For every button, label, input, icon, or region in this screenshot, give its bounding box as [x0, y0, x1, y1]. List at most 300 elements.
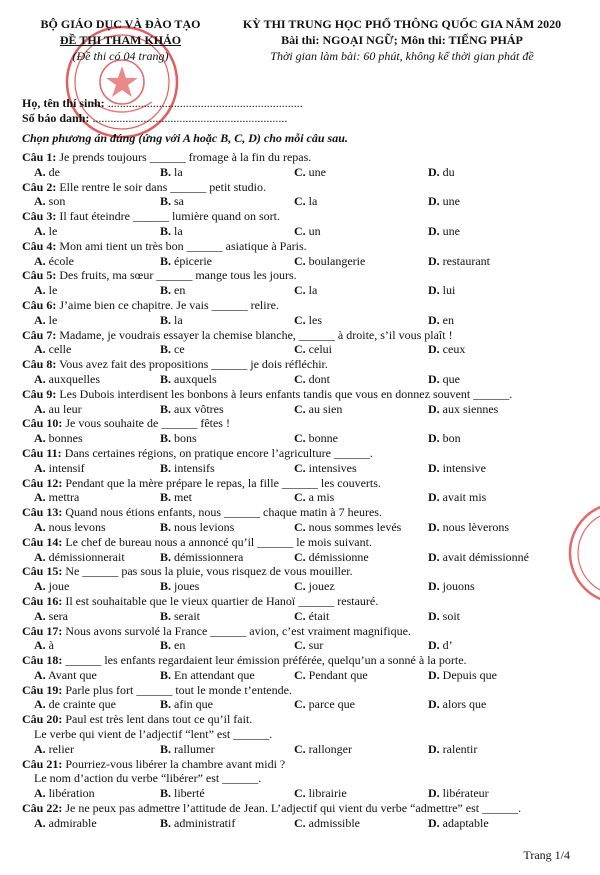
option-text: celui	[308, 342, 332, 357]
answer-option-c[interactable]	[294, 283, 317, 298]
question-item	[22, 535, 582, 565]
question-text: Pendant que la mère prépare le repas, la fille ______ les couverts.	[65, 475, 381, 490]
option-letter: C.	[294, 697, 306, 712]
option-letter: B.	[160, 164, 172, 179]
answer-option-d[interactable]	[428, 786, 489, 801]
option-text: lui	[442, 283, 456, 298]
answer-option-b[interactable]	[160, 816, 235, 831]
option-letter: C.	[294, 342, 306, 357]
option-letter: D.	[428, 460, 440, 475]
option-text: de crainte que	[48, 697, 116, 712]
answer-option-c[interactable]	[294, 402, 342, 417]
option-letter: A.	[34, 608, 46, 623]
answer-option-b[interactable]	[160, 668, 255, 683]
question-item	[22, 328, 582, 358]
option-text: boulangerie	[308, 253, 366, 268]
answer-option-c[interactable]	[294, 165, 326, 180]
answer-option-a[interactable]	[34, 490, 79, 505]
answer-option-c[interactable]	[294, 224, 321, 239]
question-number: Câu 2:	[22, 179, 57, 194]
answer-options	[22, 342, 582, 357]
option-letter: B.	[160, 490, 172, 505]
option-text: bonnes	[48, 431, 83, 446]
option-letter: C.	[294, 312, 306, 327]
question-stem	[22, 209, 582, 224]
question-text: Dans certaines régions, on pratique encore l’agriculture ______.	[64, 445, 373, 460]
option-text: école	[48, 253, 74, 268]
option-text: auxquelles	[48, 371, 100, 386]
question-text: Parle plus fort ______ tout le monde t’entende.	[65, 682, 292, 697]
option-text: en	[174, 638, 186, 653]
question-stem	[22, 712, 582, 727]
answer-option-d[interactable]	[428, 224, 460, 239]
option-letter: C.	[294, 519, 306, 534]
option-text: jouons	[442, 579, 475, 594]
option-text: à	[48, 638, 54, 653]
option-text: les	[308, 312, 323, 327]
question-number: Câu 4:	[22, 238, 57, 253]
answer-option-b[interactable]	[160, 609, 200, 624]
option-text: ce	[174, 342, 185, 357]
question-stem	[22, 624, 582, 639]
question-item	[22, 446, 582, 476]
question-item	[22, 624, 582, 654]
question-number: Câu 22:	[22, 801, 63, 816]
question-item	[22, 180, 582, 210]
option-text: restaurant	[442, 253, 490, 268]
option-letter: A.	[34, 283, 46, 298]
answer-option-b[interactable]	[160, 283, 185, 298]
answer-option-a[interactable]	[34, 313, 57, 328]
answer-option-d[interactable]	[428, 520, 509, 535]
option-text: la	[174, 312, 183, 327]
option-text: intensif	[48, 460, 85, 475]
option-text: jouez	[308, 579, 335, 594]
question-subtext: Le nom d’action du verbe “libérer” est ______.	[34, 771, 262, 786]
answer-option-c[interactable]	[294, 461, 357, 476]
exam-title-block	[232, 16, 572, 64]
answer-option-d[interactable]	[428, 283, 455, 298]
answer-option-c[interactable]	[294, 194, 317, 209]
answer-option-a[interactable]	[34, 520, 106, 535]
option-letter: D.	[428, 342, 440, 357]
question-number: Câu 9:	[22, 386, 57, 401]
option-letter: A.	[34, 667, 46, 682]
exam-subject: Bài thi: NGOẠI NGỮ; Môn thi: TIẾNG PHÁP	[281, 33, 523, 47]
answer-option-c[interactable]	[294, 342, 332, 357]
answer-option-d[interactable]	[428, 550, 529, 565]
option-text: Avant que	[48, 667, 97, 682]
answer-option-d[interactable]	[428, 165, 455, 180]
question-text: Paul est très lent dans tout ce qu’il fait.	[65, 712, 253, 727]
option-text: le	[48, 283, 58, 298]
option-text: son	[48, 194, 66, 209]
option-letter: C.	[294, 490, 306, 505]
option-letter: A.	[34, 519, 46, 534]
answer-options	[22, 550, 582, 565]
option-text: mettra	[48, 490, 80, 505]
option-letter: A.	[34, 741, 46, 756]
question-stem	[22, 328, 582, 343]
option-text: sur	[308, 638, 324, 653]
answer-option-b[interactable]	[160, 342, 185, 357]
option-letter: B.	[160, 342, 172, 357]
option-text: la	[174, 164, 183, 179]
answer-option-a[interactable]	[34, 431, 83, 446]
option-text: le	[48, 223, 58, 238]
answer-options	[22, 165, 582, 180]
question-item	[22, 505, 582, 535]
option-letter: D.	[428, 401, 440, 416]
answer-option-a[interactable]	[34, 461, 85, 476]
answer-option-b[interactable]	[160, 550, 243, 565]
option-letter: B.	[160, 579, 172, 594]
option-text: intensifs	[174, 460, 215, 475]
answer-option-a[interactable]	[34, 697, 116, 712]
answer-option-a[interactable]	[34, 372, 100, 387]
question-number: Câu 3:	[22, 209, 57, 224]
option-text: une	[308, 164, 326, 179]
option-letter: C.	[294, 194, 306, 209]
option-text: le	[48, 312, 58, 327]
answer-option-d[interactable]	[428, 579, 475, 594]
answer-option-a[interactable]	[34, 194, 65, 209]
question-item	[22, 416, 582, 446]
answer-option-b[interactable]	[160, 461, 215, 476]
answer-option-b[interactable]	[160, 372, 217, 387]
option-letter: A.	[34, 638, 46, 653]
option-letter: D.	[428, 164, 440, 179]
issuer-block	[28, 16, 213, 64]
answer-option-d[interactable]	[428, 697, 486, 712]
answer-option-b[interactable]	[160, 579, 199, 594]
option-letter: D.	[428, 194, 440, 209]
question-stem	[22, 357, 582, 372]
option-text: administratif	[174, 815, 236, 830]
option-letter: A.	[34, 312, 46, 327]
option-text: Pendant que	[308, 667, 368, 682]
question-number: Câu 1:	[22, 150, 57, 164]
answer-option-c[interactable]	[294, 742, 352, 757]
option-text: dont	[308, 371, 331, 386]
option-text: aux vôtres	[174, 401, 224, 416]
option-letter: D.	[428, 638, 440, 653]
option-text: avait démissionné	[442, 549, 529, 564]
answer-option-d[interactable]	[428, 194, 460, 209]
answer-option-c[interactable]	[294, 254, 365, 269]
option-text: Depuis que	[442, 667, 497, 682]
question-stem	[22, 594, 582, 609]
option-letter: C.	[294, 786, 306, 801]
option-text: serait	[174, 608, 201, 623]
answer-option-d[interactable]	[428, 816, 489, 831]
option-letter: D.	[428, 253, 440, 268]
option-letter: B.	[160, 312, 172, 327]
answer-option-d[interactable]	[428, 402, 498, 417]
option-text: nous levions	[174, 519, 235, 534]
question-item	[22, 298, 582, 328]
option-text: la	[174, 223, 183, 238]
question-item	[22, 757, 582, 801]
option-letter: D.	[428, 519, 440, 534]
question-text: Quand nous étions enfants, nous ______ chaque matin à 7 heures.	[65, 505, 382, 520]
option-letter: B.	[160, 223, 172, 238]
option-text: la	[308, 283, 318, 298]
candidate-id-label: Số báo danh:	[22, 111, 90, 125]
option-text: une	[442, 223, 460, 238]
option-letter: A.	[34, 253, 46, 268]
answer-option-b[interactable]	[160, 165, 183, 180]
question-stem	[22, 416, 582, 431]
option-text: relier	[48, 741, 74, 756]
question-stem	[22, 150, 582, 165]
answer-option-c[interactable]	[294, 697, 355, 712]
option-text: joue	[48, 579, 70, 594]
option-text: alors que	[442, 697, 487, 712]
answer-option-d[interactable]	[428, 372, 460, 387]
option-text: sera	[48, 608, 68, 623]
answer-option-b[interactable]	[160, 697, 213, 712]
candidate-id-field[interactable]	[22, 111, 287, 126]
question-list	[22, 150, 582, 831]
exam-type: ĐỀ THI THAM KHẢO	[59, 33, 182, 47]
question-text: Vous avez fait des propositions ______ je dois réfléchir.	[59, 357, 328, 372]
question-item	[22, 712, 582, 756]
question-item	[22, 683, 582, 713]
answer-options	[22, 372, 582, 387]
answer-option-a[interactable]	[34, 579, 69, 594]
ministry-name: BỘ GIÁO DỤC VÀ ĐÀO TẠO	[40, 17, 201, 31]
answer-option-a[interactable]	[34, 254, 74, 269]
question-item	[22, 150, 582, 180]
answer-option-a[interactable]	[34, 742, 74, 757]
answer-option-b[interactable]	[160, 224, 183, 239]
option-letter: D.	[428, 283, 440, 298]
answer-options	[22, 742, 582, 757]
question-stem	[22, 757, 582, 772]
question-number: Câu 15:	[22, 564, 63, 579]
question-number: Câu 19:	[22, 682, 63, 697]
answer-option-b[interactable]	[160, 254, 212, 269]
answer-options	[22, 579, 582, 594]
answer-option-c[interactable]	[294, 313, 322, 328]
question-number: Câu 17:	[22, 623, 63, 638]
candidate-id-dots: .................................................................	[92, 111, 288, 125]
question-number: Câu 13:	[22, 505, 63, 520]
answer-option-d[interactable]	[428, 342, 465, 357]
answer-options	[22, 490, 582, 505]
option-letter: A.	[34, 431, 46, 446]
exam-time: Thời gian làm bài: 60 phút, không kể thời gian phát đề	[270, 49, 534, 63]
answer-option-d[interactable]	[428, 609, 460, 624]
answer-option-b[interactable]	[160, 402, 224, 417]
option-text: librairie	[308, 786, 347, 801]
question-text: Madame, je voudrais essayer la chemise blanche, ______ à droite, s’il vous plaît !	[59, 327, 453, 342]
option-text: intensive	[442, 460, 486, 475]
question-subtext: Le verbe qui vient de l’adjectif “lent” est ______.	[34, 727, 273, 742]
option-letter: C.	[294, 223, 306, 238]
option-text: aux siennes	[442, 401, 499, 416]
answer-option-d[interactable]	[428, 742, 477, 757]
option-text: était	[308, 608, 330, 623]
option-letter: A.	[34, 579, 46, 594]
question-stem	[22, 505, 582, 520]
option-letter: D.	[428, 608, 440, 623]
answer-options	[22, 816, 582, 831]
answer-option-a[interactable]	[34, 668, 97, 683]
question-item	[22, 653, 582, 683]
answer-option-a[interactable]	[34, 786, 95, 801]
question-text: Ne ______ pas sous la pluie, vous risquez de vous mouiller.	[65, 564, 353, 579]
answer-option-c[interactable]	[294, 668, 368, 683]
answer-option-b[interactable]	[160, 194, 184, 209]
question-item	[22, 357, 582, 387]
question-number: Câu 21:	[22, 756, 63, 771]
option-text: En attendant que	[174, 667, 255, 682]
question-stem	[22, 535, 582, 550]
option-letter: C.	[294, 667, 306, 682]
candidate-name-field[interactable]	[22, 96, 303, 111]
question-number: Câu 12:	[22, 475, 63, 490]
option-letter: D.	[428, 431, 440, 446]
answer-option-c[interactable]	[294, 520, 401, 535]
question-stem	[22, 801, 582, 816]
answer-option-c[interactable]	[294, 372, 330, 387]
answer-option-a[interactable]	[34, 402, 82, 417]
answer-option-b[interactable]	[160, 313, 183, 328]
option-letter: B.	[160, 549, 172, 564]
option-letter: D.	[428, 312, 440, 327]
option-text: rallumer	[174, 741, 215, 756]
answer-option-a[interactable]	[34, 638, 54, 653]
question-stem	[22, 268, 582, 283]
question-text: ______ les enfants regardaient leur émission préférée, quelqu’un a sonné à la porte.	[65, 653, 467, 668]
answer-option-a[interactable]	[34, 342, 71, 357]
option-text: que	[442, 371, 460, 386]
option-letter: B.	[160, 786, 172, 801]
question-text: Des fruits, ma sœur ______ mange tous les jours.	[59, 268, 297, 283]
answer-option-d[interactable]	[428, 638, 453, 653]
option-text: libération	[48, 786, 95, 801]
option-text: libérateur	[442, 786, 489, 801]
question-stem	[22, 653, 582, 668]
answer-option-c[interactable]	[294, 638, 323, 653]
option-letter: B.	[160, 283, 172, 298]
option-text: un	[308, 223, 321, 238]
question-text: Elle rentre le soir dans ______ petit studio.	[59, 179, 266, 194]
question-number: Câu 5:	[22, 268, 57, 283]
answer-option-d[interactable]	[428, 431, 461, 446]
answer-option-c[interactable]	[294, 816, 360, 831]
question-number: Câu 18:	[22, 653, 63, 668]
question-item	[22, 209, 582, 239]
answer-option-d[interactable]	[428, 254, 490, 269]
question-stem	[22, 239, 582, 254]
question-text: Nous avons survolé la France ______ avion, c’est vraiment magnifique.	[65, 623, 411, 638]
answer-option-c[interactable]	[294, 431, 338, 446]
answer-option-c[interactable]	[294, 490, 334, 505]
answer-option-d[interactable]	[428, 461, 486, 476]
question-item	[22, 594, 582, 624]
option-text: nous lèverons	[442, 519, 509, 534]
answer-option-b[interactable]	[160, 742, 215, 757]
option-letter: C.	[294, 741, 306, 756]
exam-title: KỲ THI TRUNG HỌC PHỔ THÔNG QUỐC GIA NĂM 2020	[242, 17, 562, 31]
answer-option-b[interactable]	[160, 520, 234, 535]
option-text: soit	[442, 608, 461, 623]
answer-option-a[interactable]	[34, 165, 60, 180]
answer-options	[22, 638, 582, 653]
candidate-name-label: Họ, tên thí sinh:	[22, 96, 105, 110]
answer-option-b[interactable]	[160, 431, 197, 446]
answer-options	[22, 313, 582, 328]
question-text: Il faut éteindre ______ lumière quand on sort.	[59, 209, 280, 224]
answer-option-b[interactable]	[160, 786, 205, 801]
option-text: afin que	[174, 697, 213, 712]
answer-option-a[interactable]	[34, 550, 125, 565]
answer-option-a[interactable]	[34, 283, 57, 298]
option-letter: C.	[294, 579, 306, 594]
option-letter: A.	[34, 549, 46, 564]
pages-note: (Đề thi có 04 trang)	[72, 49, 169, 63]
option-letter: C.	[294, 401, 306, 416]
option-letter: C.	[294, 460, 306, 475]
answer-option-c[interactable]	[294, 609, 329, 624]
option-letter: D.	[428, 667, 440, 682]
answer-option-a[interactable]	[34, 609, 68, 624]
option-letter: D.	[428, 371, 440, 386]
question-stem	[22, 446, 582, 461]
option-letter: A.	[34, 164, 46, 179]
answer-options	[22, 786, 582, 801]
answer-options	[22, 224, 582, 239]
answer-option-a[interactable]	[34, 816, 97, 831]
option-letter: C.	[294, 253, 306, 268]
answer-option-d[interactable]	[428, 668, 497, 683]
answer-option-c[interactable]	[294, 579, 335, 594]
option-letter: B.	[160, 431, 172, 446]
answer-option-a[interactable]	[34, 224, 57, 239]
option-text: en	[174, 283, 186, 298]
option-letter: C.	[294, 815, 306, 830]
option-letter: B.	[160, 401, 172, 416]
answer-option-d[interactable]	[428, 490, 486, 505]
answer-options	[22, 461, 582, 476]
option-text: ceux	[442, 342, 466, 357]
question-number: Câu 6:	[22, 297, 57, 312]
option-text: avait mis	[442, 490, 487, 505]
option-text: en	[442, 312, 454, 327]
answer-options	[22, 668, 582, 683]
option-text: met	[174, 490, 193, 505]
option-letter: D.	[428, 490, 440, 505]
answer-option-c[interactable]	[294, 550, 369, 565]
option-text: d’	[442, 638, 453, 653]
option-letter: C.	[294, 164, 306, 179]
answer-options	[22, 609, 582, 624]
answer-option-b[interactable]	[160, 638, 185, 653]
option-letter: A.	[34, 194, 46, 209]
option-text: la	[308, 194, 318, 209]
option-text: démissionnera	[174, 549, 244, 564]
answer-option-d[interactable]	[428, 313, 454, 328]
option-letter: A.	[34, 815, 46, 830]
answer-option-c[interactable]	[294, 786, 347, 801]
option-letter: D.	[428, 579, 440, 594]
answer-option-b[interactable]	[160, 490, 192, 505]
question-text: Je prends toujours ______ fromage à la fin du repas.	[59, 150, 312, 164]
option-letter: A.	[34, 371, 46, 386]
